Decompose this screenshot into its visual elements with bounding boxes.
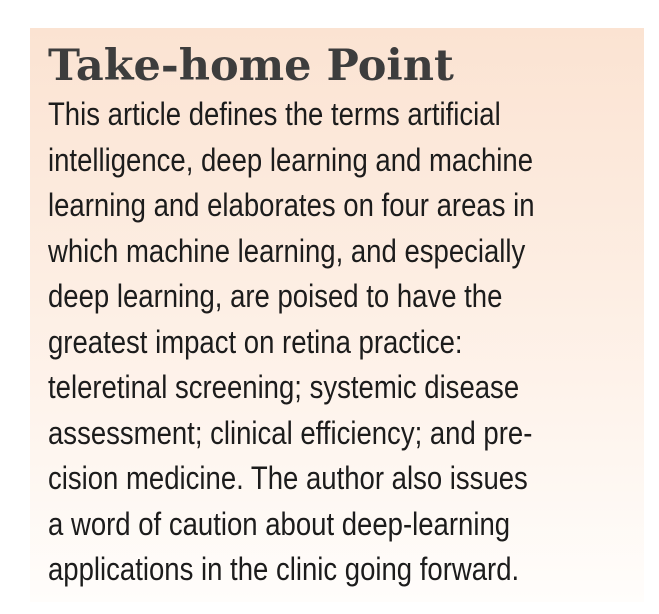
callout-body-line: which machine learning, and especially [48,232,526,269]
callout-body-line: learning and elaborates on four areas in [48,187,535,223]
callout-body-line: assessment; clinical efficiency; and pre- [48,414,533,451]
take-home-callout [30,28,644,602]
callout-title: Take-home Point [48,41,454,91]
callout-body-line: greatest impact on retina practice: [48,323,463,360]
callout-body-line: This article defines the terms artificial [48,96,501,132]
callout-body-line: a word of caution about deep-learning [48,505,511,542]
callout-body-line: deep learning, are poised to have the [48,278,503,314]
callout-body-line: applications in the clinic going forward. [48,551,520,587]
callout-body [48,92,633,593]
callout-body-line: cision medicine. The author also issues [48,460,528,496]
callout-body-line: teleretinal screening; systemic disease [48,369,520,405]
callout-body-line: intelligence, deep learning and machine [48,141,533,178]
